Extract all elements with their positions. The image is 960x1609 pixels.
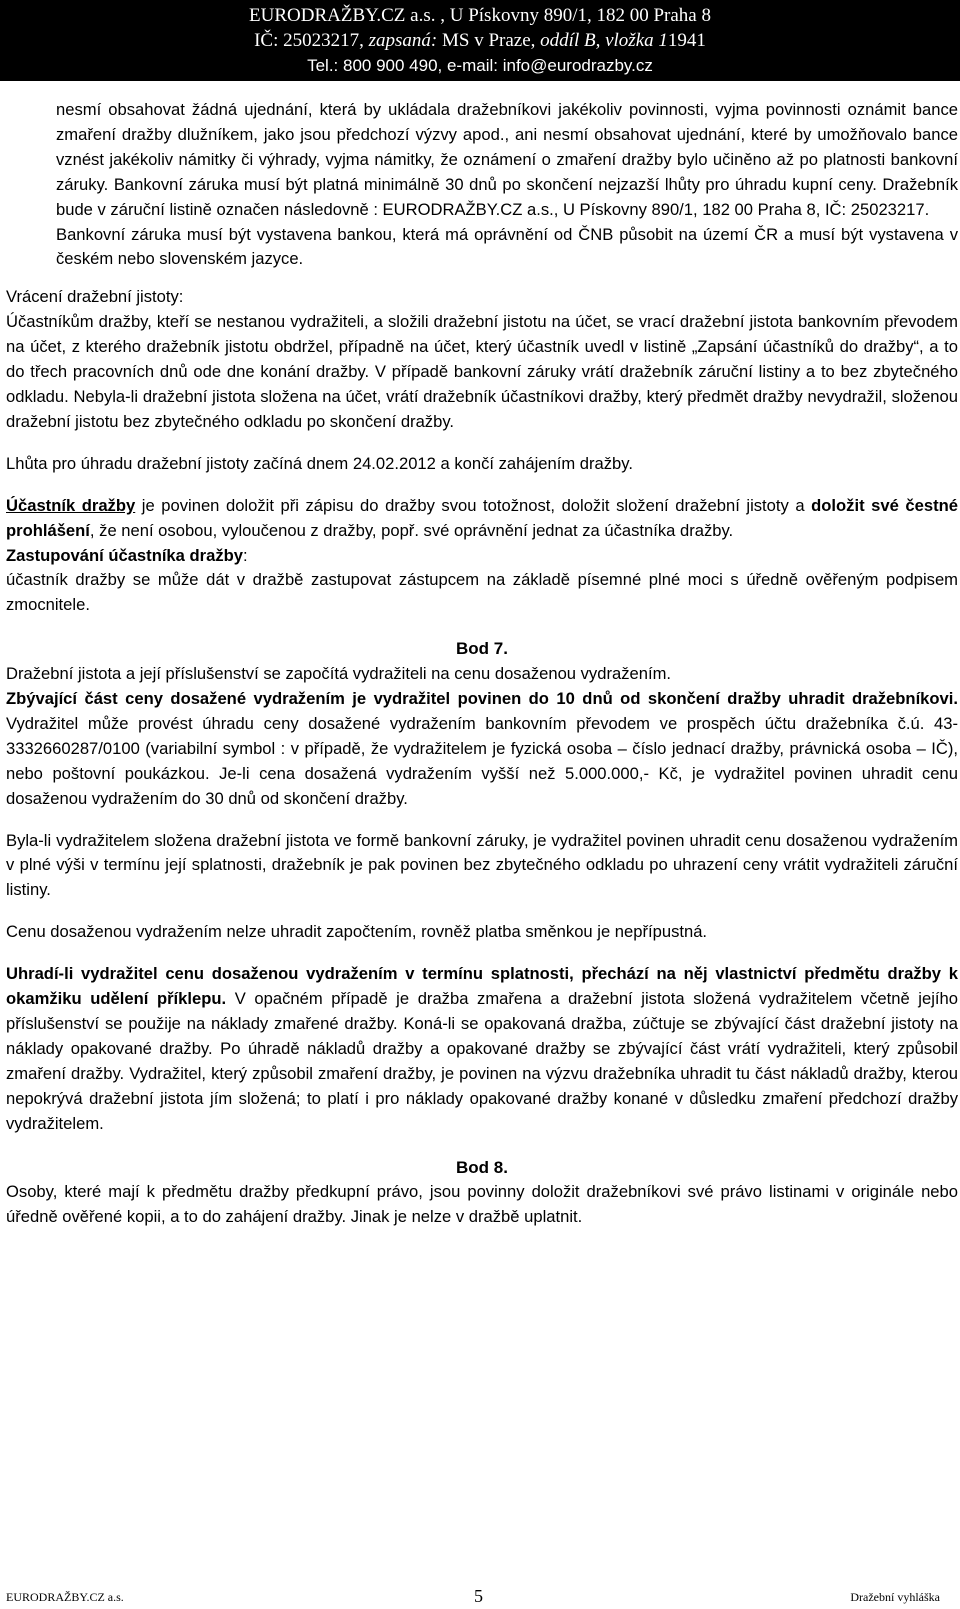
- refund-paragraph: Účastníkům dražby, kteří se nestanou vydražiteli, a složili dražební jistotu na účet, se vrací dražební jistota bankovním převodem na účet, z kterého dražebník jistotu obdržel, případně na účet, který účastník uvedl v listině „Zapsání účastníků do dražby“, a to do třech pracovních dnů ode dne konání dražby. V případě bankovní záruky vrátí dražebník záruční listiny a to bez zbytečného odkladu. Nebyla-li dražební jistota složena na účet, vrátí dražebník účastníkovi dražby, který předmět dražby nevydražil, složenou dražební jistotu bez zbytečného odkladu po skončení dražby.: [6, 312, 958, 431]
- letterhead-registration-line: IČ: 25023217, zapsaná: MS v Praze, oddíl B, vložka 11941: [254, 30, 706, 51]
- participant-paragraph: Účastník dražby je povinen doložit při zápisu do dražby svou totožnost, doložit složení dražební jistoty a doložit své čestné prohlášení, že není osobou, vyloučenou z dražby, popř. své oprávnění jednat za účastníka dražby.: [6, 495, 959, 540]
- page-footer: [6, 1586, 940, 1608]
- bod7-paragraph-1: Dražební jistota a její příslušenství se započítá vydražiteli na cenu dosaženou vydražením.: [6, 664, 672, 684]
- bod7-paragraph-5: Uhradí-li vydražitel cenu dosaženou vydražením v termínu splatnosti, přechází na něj vlastnictví předmětu dražby k okamžiku udělení příklepu. V opačném případě je dražba zmařena a dražební jistota složená vydražitelem včetně jejího příslušenství se použije na náklady zmařené dražby. Koná-li se opakovaná dražba, zúčtuje se zbývající část dražební jistoty na náklady opakované dražby. Po úhradě nákladů dražby a opakované dražby se zbývající část vrátí vydražiteli, který způsobil zmaření dražby. Vydražitel, který způsobil zmaření dražby, je povinen na výzvu dražebníka uhradit tu část nákladů dražby, kterou nepokrývá dražební jistota jím složená; to platí i pro náklady opakované dražby konané v důsledku zmaření předchozí dražby vydražitelem.: [6, 964, 958, 1133]
- footer-document-title: Dražební vyhláška: [850, 1590, 940, 1604]
- bod7-paragraph-4: Cenu dosaženou vydražením nelze uhradit započtením, rovněž platba směnkou je nepřípustná.: [6, 922, 708, 942]
- bod7-paragraph-2: Zbývající část ceny dosažené vydražením je vydražitel povinen do 10 dnů od skončení dražby uhradit dražebníkovi. Vydražitel může provést úhradu ceny dosažené vydražením bankovním převodem ve prospěch účtu dražebníka č.ú. 43-3332660287/0100 (variabilní symbol : v případě, že vydražitelem je fyzická osoba – číslo jednací dražby, právnická osoba – IČ), nebo poštovní poukázkou. Je-li cena dosažená vydražením vyšší než 5.000.000,- Kč, je vydražitel povinen uhradit cenu dosaženou vydražením do 30 dnů od skončení dražby.: [6, 689, 958, 808]
- section-title-bod-8: Bod 8.: [456, 1157, 508, 1177]
- document-body: [6, 98, 958, 1230]
- letterhead-contact-line: Tel.: 800 900 490, e-mail: info@eurodrazby.cz: [307, 56, 653, 75]
- page-number: 5: [474, 1586, 483, 1606]
- representation-paragraph: účastník dražby se může dát v dražbě zastupovat zástupcem na základě písemné plné moci s úředně ověřeným podpisem zmocnitele.: [6, 570, 958, 615]
- bod7-paragraph-3: Byla-li vydražitelem složena dražební jistota ve formě bankovní záruky, je vydražitel povinen uhradit cenu dosaženou vydražením v plné výši v termínu její splatnosti, dražebník je pak povinen bez zbytečného odkladu po uhrazení ceny vrátit vydražiteli záruční listiny.: [6, 830, 958, 900]
- deposit-deadline-paragraph: Lhůta pro úhradu dražební jistoty začíná dnem 24.02.2012 a končí zahájením dražby.: [6, 453, 633, 473]
- footer-company: EURODRAŽBY.CZ a.s.: [6, 1590, 124, 1604]
- intro-paragraph-bank: Bankovní záruka musí být vystavena bankou, která má oprávnění od ČNB působit na území ČR a musí být vystavena v českém nebo slovenském jazyce.: [56, 224, 958, 269]
- section-heading-representation: Zastupování účastníka dražby:: [6, 545, 248, 565]
- letterhead: [0, 0, 960, 81]
- bod8-paragraph-1: Osoby, které mají k předmětu dražby předkupní právo, jsou povinny doložit dražebníkovi své právo listinami v originále nebo úředně ověřené kopii, a to do zahájení dražby. Jinak je nelze v dražbě uplatnit.: [6, 1182, 958, 1227]
- section-heading-refund: Vrácení dražební jistoty:: [6, 287, 184, 307]
- section-title-bod-7: Bod 7.: [456, 639, 508, 659]
- intro-paragraph: nesmí obsahovat žádná ujednání, která by ukládala dražebníkovi jakékoliv povinnosti, vyjma povinnosti oznámit bance zmaření dražby dlužníkem, jako jsou předchozí výzvy apod., ani nesmí obsahovat ujednání, které by umožňovalo bance vznést jakékoliv námitky či výhrady, vyjma námitky, že oznámení o zmaření dražby bylo učiněno až po platnosti bankovní záruky. Bankovní záruka musí být platná minimálně 30 dnů po skončení nejzazší lhůty pro úhradu kupní ceny. Dražebník bude v záruční listině označen následovně : EURODRAŽBY.CZ a.s., U Pískovny 890/1, 182 00 Praha 8, IČ: 25023217.: [56, 100, 958, 219]
- letterhead-company-line: EURODRAŽBY.CZ a.s. , U Pískovny 890/1, 182 00 Praha 8: [249, 5, 711, 26]
